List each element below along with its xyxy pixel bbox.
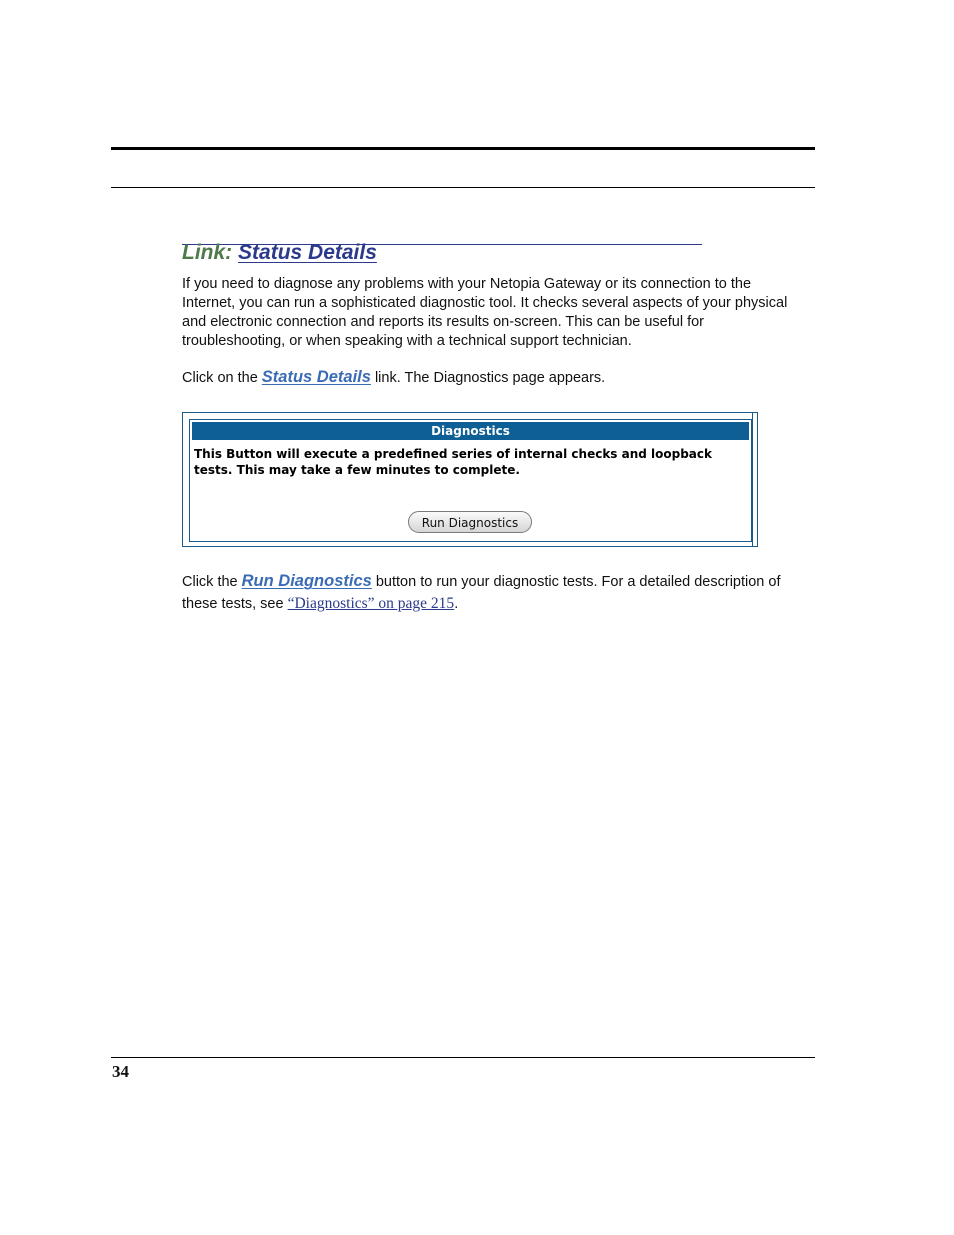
- diagnostics-panel-text: This Button will execute a predefined series of internal checks and loopback tests. This may take a few minutes to complete.: [194, 447, 712, 477]
- section-heading-prefix: Link:: [182, 241, 233, 264]
- run-diagnostics-button[interactable]: Run Diagnostics: [408, 511, 532, 533]
- footer-rule: [111, 1057, 815, 1058]
- click-on-pre: Click on the: [182, 370, 262, 386]
- screenshot-edge: [752, 413, 753, 546]
- click-on-post: link. The Diagnostics page appears.: [370, 370, 606, 386]
- click-run-paragraph: [182, 571, 804, 615]
- section-heading: [182, 241, 377, 265]
- diagnostics-panel-header: Diagnostics: [192, 422, 749, 440]
- click-on-paragraph: [182, 368, 804, 388]
- status-details-link[interactable]: Status Details: [261, 368, 371, 386]
- header-rule-thin: [111, 187, 815, 188]
- click-run-pre: Click the: [182, 574, 242, 590]
- click-run-post: .: [454, 596, 459, 612]
- diagnostics-xref-link[interactable]: “Diagnostics” on page 215: [287, 595, 455, 612]
- diagnostics-panel: [189, 419, 752, 542]
- diagnostics-screenshot: [182, 412, 758, 547]
- click-run-mid: button to run your diagnostic tests. For a detailed description of these tests, see: [182, 574, 781, 612]
- intro-paragraph: If you need to diagnose any problems with your Netopia Gateway or its connection to the Internet, you can run a sophisticated diagnostic tool. It checks several aspects of your physical and electronic connection and reports its results on-screen. This can be useful for troubleshooting, or when speaking with a technical support technician.: [182, 276, 788, 349]
- header-rule-thick: [111, 147, 815, 150]
- page-number: 34: [112, 1062, 129, 1081]
- run-diagnostics-link[interactable]: Run Diagnostics: [241, 572, 372, 590]
- section-heading-title: Status Details: [238, 241, 377, 264]
